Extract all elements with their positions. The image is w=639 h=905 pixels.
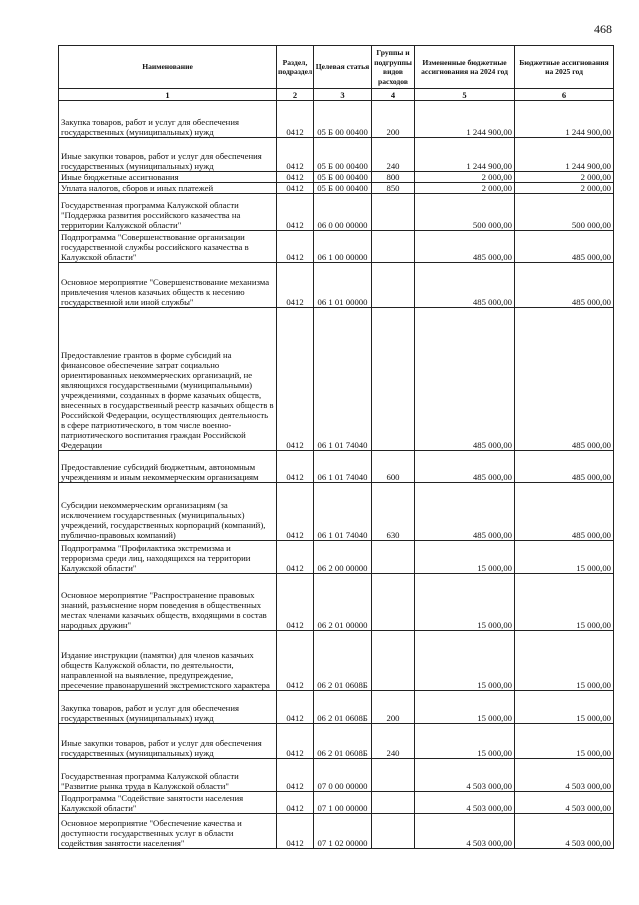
row-group <box>372 231 415 263</box>
column-number: 1 <box>59 89 277 101</box>
row-group <box>372 308 415 451</box>
row-target: 06 2 01 0608Б <box>314 631 372 691</box>
header-amount-2025: Бюджетные ассигнования на 2025 год <box>515 46 614 89</box>
row-group: 800 <box>372 172 415 183</box>
row-amount-2025: 4 503 000,00 <box>515 792 614 814</box>
row-amount-2024: 4 503 000,00 <box>415 759 515 792</box>
column-number: 4 <box>372 89 415 101</box>
row-name: Основное мероприятие "Совершенствование механизма привлечения членов казачьих обществ к несению государственной или иной службы" <box>59 263 277 308</box>
row-group <box>372 814 415 849</box>
row-target: 06 2 01 0608Б <box>314 724 372 759</box>
row-amount-2024: 485 000,00 <box>415 263 515 308</box>
table-row <box>59 451 614 483</box>
table-row <box>59 194 614 231</box>
row-section: 0412 <box>277 101 314 138</box>
row-section: 0412 <box>277 183 314 194</box>
row-name: Подпрограмма "Совершенствование организации государственной службы российского казачества в Калужской области" <box>59 231 277 263</box>
row-section: 0412 <box>277 483 314 541</box>
row-section: 0412 <box>277 574 314 631</box>
row-target: 06 2 01 0608Б <box>314 691 372 724</box>
row-target: 05 Б 00 00400 <box>314 172 372 183</box>
row-amount-2024: 15 000,00 <box>415 631 515 691</box>
row-section: 0412 <box>277 308 314 451</box>
header-section: Раздел, подраздел <box>277 46 314 89</box>
row-target: 07 1 00 00000 <box>314 792 372 814</box>
table-row <box>59 308 614 451</box>
row-amount-2025: 15 000,00 <box>515 541 614 574</box>
row-amount-2024: 4 503 000,00 <box>415 792 515 814</box>
row-name: Основное мероприятие "Распространение правовых знаний, разъяснение норм поведения в общественных местах членами казачьих обществ, входящими в состав народных дружин" <box>59 574 277 631</box>
row-section: 0412 <box>277 231 314 263</box>
row-name: Закупка товаров, работ и услуг для обеспечения государственных (муниципальных) нужд <box>59 691 277 724</box>
row-amount-2024: 4 503 000,00 <box>415 814 515 849</box>
row-target: 05 Б 00 00400 <box>314 183 372 194</box>
header-amount-2024: Измененные бюджетные ассигнования на 2024 год <box>415 46 515 89</box>
row-target: 06 1 00 00000 <box>314 231 372 263</box>
row-group: 240 <box>372 724 415 759</box>
row-amount-2025: 2 000,00 <box>515 172 614 183</box>
row-target: 06 2 01 00000 <box>314 574 372 631</box>
table-header <box>59 46 614 89</box>
row-target: 05 Б 00 00400 <box>314 101 372 138</box>
table-row <box>59 483 614 541</box>
row-group <box>372 792 415 814</box>
row-group <box>372 263 415 308</box>
column-number-row <box>59 89 614 101</box>
table-row <box>59 138 614 172</box>
table-row <box>59 172 614 183</box>
row-name: Иные закупки товаров, работ и услуг для обеспечения государственных (муниципальных) нужд <box>59 138 277 172</box>
row-amount-2025: 485 000,00 <box>515 308 614 451</box>
row-name: Уплата налогов, сборов и иных платежей <box>59 183 277 194</box>
table-row <box>59 814 614 849</box>
row-amount-2024: 15 000,00 <box>415 541 515 574</box>
row-name: Иные закупки товаров, работ и услуг для обеспечения государственных (муниципальных) нужд <box>59 724 277 759</box>
row-name: Закупка товаров, работ и услуг для обеспечения государственных (муниципальных) нужд <box>59 101 277 138</box>
header-groups: Группы и подгруппы видов расходов <box>372 46 415 89</box>
table-row <box>59 574 614 631</box>
row-target: 06 1 01 74040 <box>314 483 372 541</box>
row-amount-2024: 485 000,00 <box>415 308 515 451</box>
row-section: 0412 <box>277 541 314 574</box>
row-target: 06 1 01 74040 <box>314 451 372 483</box>
header-target: Целевая статья <box>314 46 372 89</box>
table-row <box>59 691 614 724</box>
page-number: 468 <box>594 22 612 36</box>
row-section: 0412 <box>277 451 314 483</box>
row-amount-2024: 1 244 900,00 <box>415 101 515 138</box>
row-amount-2024: 2 000,00 <box>415 183 515 194</box>
row-amount-2024: 485 000,00 <box>415 483 515 541</box>
row-group <box>372 574 415 631</box>
row-target: 06 1 01 74040 <box>314 308 372 451</box>
row-amount-2025: 485 000,00 <box>515 231 614 263</box>
row-target: 07 0 00 00000 <box>314 759 372 792</box>
row-group: 600 <box>372 451 415 483</box>
row-section: 0412 <box>277 263 314 308</box>
table-row <box>59 631 614 691</box>
row-amount-2024: 2 000,00 <box>415 172 515 183</box>
header-name: Наименование <box>59 46 277 89</box>
row-amount-2025: 500 000,00 <box>515 194 614 231</box>
row-amount-2025: 485 000,00 <box>515 451 614 483</box>
budget-table <box>58 45 614 849</box>
row-group: 240 <box>372 138 415 172</box>
row-amount-2025: 1 244 900,00 <box>515 101 614 138</box>
row-amount-2025: 15 000,00 <box>515 574 614 631</box>
row-section: 0412 <box>277 194 314 231</box>
table-row <box>59 183 614 194</box>
column-number: 3 <box>314 89 372 101</box>
row-amount-2024: 500 000,00 <box>415 194 515 231</box>
table-row <box>59 792 614 814</box>
row-name: Подпрограмма "Профилактика экстремизма и терроризма среди лиц, находящихся на территории Калужской области" <box>59 541 277 574</box>
row-section: 0412 <box>277 172 314 183</box>
row-amount-2024: 15 000,00 <box>415 574 515 631</box>
row-section: 0412 <box>277 691 314 724</box>
row-amount-2025: 15 000,00 <box>515 631 614 691</box>
row-amount-2025: 15 000,00 <box>515 724 614 759</box>
row-section: 0412 <box>277 759 314 792</box>
table-row <box>59 541 614 574</box>
row-group: 850 <box>372 183 415 194</box>
row-name: Иные бюджетные ассигнования <box>59 172 277 183</box>
row-amount-2024: 1 244 900,00 <box>415 138 515 172</box>
row-group <box>372 541 415 574</box>
row-target: 05 Б 00 00400 <box>314 138 372 172</box>
row-group: 630 <box>372 483 415 541</box>
row-name: Предоставление субсидий бюджетным, автономным учреждениям и иным некоммерческим организациям <box>59 451 277 483</box>
row-group <box>372 631 415 691</box>
row-group <box>372 759 415 792</box>
row-section: 0412 <box>277 631 314 691</box>
column-number: 6 <box>515 89 614 101</box>
row-name: Государственная программа Калужской области "Развитие рынка труда в Калужской области" <box>59 759 277 792</box>
row-amount-2025: 2 000,00 <box>515 183 614 194</box>
row-section: 0412 <box>277 814 314 849</box>
row-target: 07 1 02 00000 <box>314 814 372 849</box>
table-row <box>59 231 614 263</box>
row-amount-2024: 485 000,00 <box>415 451 515 483</box>
row-amount-2025: 4 503 000,00 <box>515 759 614 792</box>
table-row <box>59 724 614 759</box>
row-amount-2025: 4 503 000,00 <box>515 814 614 849</box>
row-name: Подпрограмма "Содействие занятости населения Калужской области" <box>59 792 277 814</box>
row-amount-2024: 15 000,00 <box>415 724 515 759</box>
row-name: Издание инструкции (памятки) для членов казачьих обществ Калужской области, по деятельности, направленной на выявление, предупреждение, пресечение правонарушений экстремистского характера <box>59 631 277 691</box>
row-amount-2025: 1 244 900,00 <box>515 138 614 172</box>
row-name: Субсидии некоммерческим организациям (за исключением государственных (муниципальных) учреждений, государственных корпораций (компаний), публично-правовых компаний) <box>59 483 277 541</box>
row-amount-2024: 15 000,00 <box>415 691 515 724</box>
row-section: 0412 <box>277 724 314 759</box>
row-group: 200 <box>372 691 415 724</box>
row-group: 200 <box>372 101 415 138</box>
row-name: Основное мероприятие "Обеспечение качества и доступности государственных услуг в области содействия занятости населения" <box>59 814 277 849</box>
column-number: 5 <box>415 89 515 101</box>
row-target: 06 2 00 00000 <box>314 541 372 574</box>
row-name: Государственная программа Калужской области "Поддержка развития российского казачества на территории Калужской области" <box>59 194 277 231</box>
row-amount-2025: 485 000,00 <box>515 263 614 308</box>
table-row <box>59 263 614 308</box>
row-amount-2024: 485 000,00 <box>415 231 515 263</box>
row-target: 06 1 01 00000 <box>314 263 372 308</box>
row-target: 06 0 00 00000 <box>314 194 372 231</box>
row-amount-2025: 485 000,00 <box>515 483 614 541</box>
row-section: 0412 <box>277 792 314 814</box>
row-group <box>372 194 415 231</box>
column-number: 2 <box>277 89 314 101</box>
row-amount-2025: 15 000,00 <box>515 691 614 724</box>
table-row <box>59 101 614 138</box>
row-name: Предоставление грантов в форме субсидий на финансовое обеспечение затрат социально ориентированных некоммерческих организаций, не являющихся государственными (муниципальными) учреждениями, созданных в форме казачьих обществ, внесенных в государственный реестр казачьих обществ в Российской Федерации, осуществляющих деятельность в сфере патриотического, в том числе военно-патриотического воспитания граждан Российской Федерации <box>59 308 277 451</box>
row-section: 0412 <box>277 138 314 172</box>
table-row <box>59 759 614 792</box>
